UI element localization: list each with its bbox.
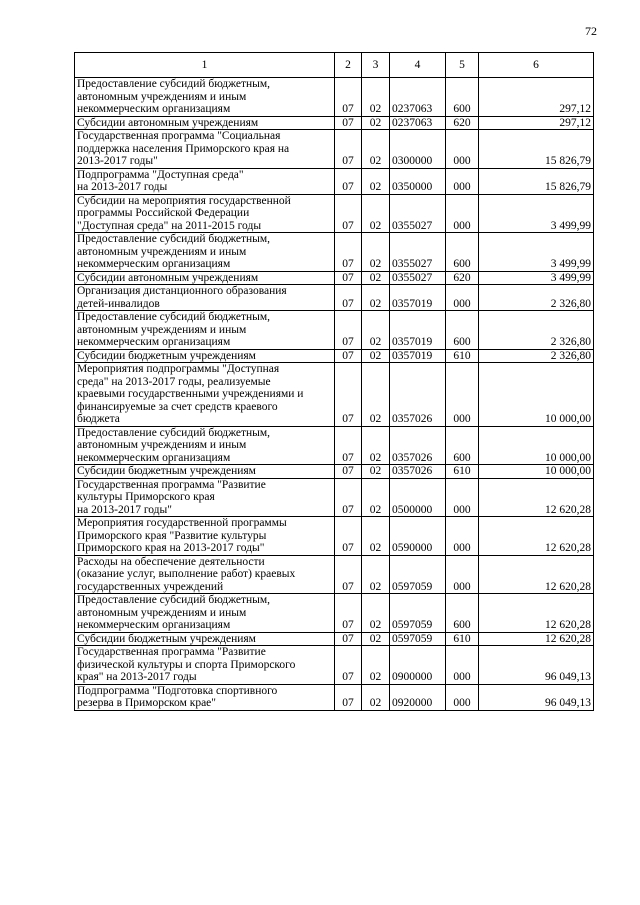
table-row <box>75 349 594 363</box>
expense-type-code: 610 <box>446 465 479 479</box>
amount: 96 049,13 <box>479 684 594 710</box>
section-code: 07 <box>335 363 362 427</box>
section-code: 07 <box>335 349 362 363</box>
amount: 15 826,79 <box>479 130 594 169</box>
amount: 3 499,99 <box>479 271 594 285</box>
row-name: Субсидии автономным учреждениям <box>75 271 335 285</box>
section-code: 07 <box>335 684 362 710</box>
amount: 12 620,28 <box>479 517 594 556</box>
row-name: Предоставление субсидий бюджетным, автономным учреждениям и иным некоммерческим организациям <box>75 233 335 272</box>
subsection-code: 02 <box>362 684 390 710</box>
expense-type-code: 620 <box>446 116 479 130</box>
table-row <box>75 594 594 633</box>
expense-type-code: 000 <box>446 478 479 517</box>
expense-type-code: 000 <box>446 555 479 594</box>
subsection-code: 02 <box>362 130 390 169</box>
target-article-code: 0237063 <box>390 78 446 117</box>
target-article-code: 0597059 <box>390 594 446 633</box>
table-row <box>75 465 594 479</box>
expense-type-code: 610 <box>446 349 479 363</box>
target-article-code: 0350000 <box>390 168 446 194</box>
table-row <box>75 555 594 594</box>
subsection-code: 02 <box>362 349 390 363</box>
expense-type-code: 600 <box>446 594 479 633</box>
target-article-code: 0590000 <box>390 517 446 556</box>
amount: 3 499,99 <box>479 233 594 272</box>
subsection-code: 02 <box>362 465 390 479</box>
section-code: 07 <box>335 78 362 117</box>
section-code: 07 <box>335 555 362 594</box>
row-name: Мероприятия подпрограммы "Доступная среда" на 2013-2017 годы, реализуемые краевыми государственными учреждениями и финансируемые за счет средств краевого бюджета <box>75 363 335 427</box>
section-code: 07 <box>335 271 362 285</box>
subsection-code: 02 <box>362 233 390 272</box>
table-row <box>75 271 594 285</box>
row-name: Предоставление субсидий бюджетным, автономным учреждениям и иным некоммерческим организациям <box>75 426 335 465</box>
header-col-2: 2 <box>335 53 362 78</box>
expense-type-code: 000 <box>446 646 479 685</box>
amount: 297,12 <box>479 116 594 130</box>
table-row <box>75 194 594 233</box>
section-code: 07 <box>335 168 362 194</box>
target-article-code: 0900000 <box>390 646 446 685</box>
expense-type-code: 600 <box>446 426 479 465</box>
subsection-code: 02 <box>362 594 390 633</box>
budget-table <box>74 52 594 711</box>
row-name: Предоставление субсидий бюджетным, автономным учреждениям и иным некоммерческим организациям <box>75 78 335 117</box>
expense-type-code: 000 <box>446 517 479 556</box>
expense-type-code: 600 <box>446 233 479 272</box>
row-name: Организация дистанционного образования детей-инвалидов <box>75 285 335 311</box>
header-col-6: 6 <box>479 53 594 78</box>
subsection-code: 02 <box>362 555 390 594</box>
header-col-5: 5 <box>446 53 479 78</box>
table-row <box>75 130 594 169</box>
section-code: 07 <box>335 116 362 130</box>
target-article-code: 0500000 <box>390 478 446 517</box>
amount: 12 620,28 <box>479 632 594 646</box>
section-code: 07 <box>335 594 362 633</box>
table-row <box>75 646 594 685</box>
row-name: Субсидии бюджетным учреждениям <box>75 465 335 479</box>
table-row <box>75 426 594 465</box>
header-col-4: 4 <box>390 53 446 78</box>
subsection-code: 02 <box>362 426 390 465</box>
amount: 96 049,13 <box>479 646 594 685</box>
section-code: 07 <box>335 465 362 479</box>
expense-type-code: 000 <box>446 168 479 194</box>
expense-type-code: 600 <box>446 311 479 350</box>
table-header-row <box>75 53 594 78</box>
target-article-code: 0237063 <box>390 116 446 130</box>
target-article-code: 0357019 <box>390 311 446 350</box>
subsection-code: 02 <box>362 194 390 233</box>
amount: 12 620,28 <box>479 478 594 517</box>
row-name: Государственная программа "Социальная поддержка населения Приморского края на 2013-2017 годы" <box>75 130 335 169</box>
amount: 10 000,00 <box>479 465 594 479</box>
amount: 2 326,80 <box>479 311 594 350</box>
target-article-code: 0357019 <box>390 285 446 311</box>
row-name: Расходы на обеспечение деятельности (оказание услуг, выполнение работ) краевых государственных учреждений <box>75 555 335 594</box>
row-name: Государственная программа "Развитие культуры Приморского края на 2013-2017 годы" <box>75 478 335 517</box>
table-row <box>75 285 594 311</box>
expense-type-code: 000 <box>446 363 479 427</box>
table-row <box>75 517 594 556</box>
subsection-code: 02 <box>362 311 390 350</box>
target-article-code: 0357026 <box>390 363 446 427</box>
subsection-code: 02 <box>362 78 390 117</box>
expense-type-code: 600 <box>446 78 479 117</box>
target-article-code: 0355027 <box>390 194 446 233</box>
row-name: Подпрограмма "Подготовка спортивного резерва в Приморском крае" <box>75 684 335 710</box>
section-code: 07 <box>335 311 362 350</box>
subsection-code: 02 <box>362 285 390 311</box>
subsection-code: 02 <box>362 271 390 285</box>
amount: 12 620,28 <box>479 555 594 594</box>
section-code: 07 <box>335 517 362 556</box>
header-col-3: 3 <box>362 53 390 78</box>
row-name: Подпрограмма "Доступная среда" на 2013-2017 годы <box>75 168 335 194</box>
row-name: Субсидии на мероприятия государственной программы Российской Федерации "Доступная среда" на 2011-2015 годы <box>75 194 335 233</box>
amount: 2 326,80 <box>479 349 594 363</box>
expense-type-code: 610 <box>446 632 479 646</box>
target-article-code: 0920000 <box>390 684 446 710</box>
expense-type-code: 000 <box>446 684 479 710</box>
subsection-code: 02 <box>362 478 390 517</box>
section-code: 07 <box>335 478 362 517</box>
subsection-code: 02 <box>362 168 390 194</box>
section-code: 07 <box>335 632 362 646</box>
table-row <box>75 233 594 272</box>
target-article-code: 0597059 <box>390 555 446 594</box>
expense-type-code: 620 <box>446 271 479 285</box>
expense-type-code: 000 <box>446 194 479 233</box>
amount: 297,12 <box>479 78 594 117</box>
expense-type-code: 000 <box>446 130 479 169</box>
amount: 10 000,00 <box>479 363 594 427</box>
section-code: 07 <box>335 194 362 233</box>
row-name: Субсидии бюджетным учреждениям <box>75 349 335 363</box>
row-name: Мероприятия государственной программы Приморского края "Развитие культуры Приморского края на 2013-2017 годы" <box>75 517 335 556</box>
section-code: 07 <box>335 130 362 169</box>
row-name: Предоставление субсидий бюджетным, автономным учреждениям и иным некоммерческим организациям <box>75 311 335 350</box>
row-name: Субсидии автономным учреждениям <box>75 116 335 130</box>
subsection-code: 02 <box>362 646 390 685</box>
subsection-code: 02 <box>362 517 390 556</box>
amount: 15 826,79 <box>479 168 594 194</box>
header-col-1: 1 <box>75 53 335 78</box>
table-row <box>75 478 594 517</box>
section-code: 07 <box>335 646 362 685</box>
amount: 12 620,28 <box>479 594 594 633</box>
target-article-code: 0597059 <box>390 632 446 646</box>
amount: 10 000,00 <box>479 426 594 465</box>
section-code: 07 <box>335 285 362 311</box>
row-name: Государственная программа "Развитие физической культуры и спорта Приморского края" на 2013-2017 годы <box>75 646 335 685</box>
amount: 3 499,99 <box>479 194 594 233</box>
row-name: Субсидии бюджетным учреждениям <box>75 632 335 646</box>
table-row <box>75 684 594 710</box>
target-article-code: 0300000 <box>390 130 446 169</box>
table-row <box>75 632 594 646</box>
table-row <box>75 116 594 130</box>
section-code: 07 <box>335 233 362 272</box>
table-row <box>75 311 594 350</box>
subsection-code: 02 <box>362 632 390 646</box>
row-name: Предоставление субсидий бюджетным, автономным учреждениям и иным некоммерческим организациям <box>75 594 335 633</box>
amount: 2 326,80 <box>479 285 594 311</box>
target-article-code: 0355027 <box>390 233 446 272</box>
target-article-code: 0357026 <box>390 465 446 479</box>
table-row <box>75 78 594 117</box>
subsection-code: 02 <box>362 363 390 427</box>
table-row <box>75 363 594 427</box>
target-article-code: 0357019 <box>390 349 446 363</box>
page-number: 72 <box>585 24 597 38</box>
subsection-code: 02 <box>362 116 390 130</box>
target-article-code: 0355027 <box>390 271 446 285</box>
target-article-code: 0357026 <box>390 426 446 465</box>
section-code: 07 <box>335 426 362 465</box>
table-row <box>75 168 594 194</box>
expense-type-code: 000 <box>446 285 479 311</box>
